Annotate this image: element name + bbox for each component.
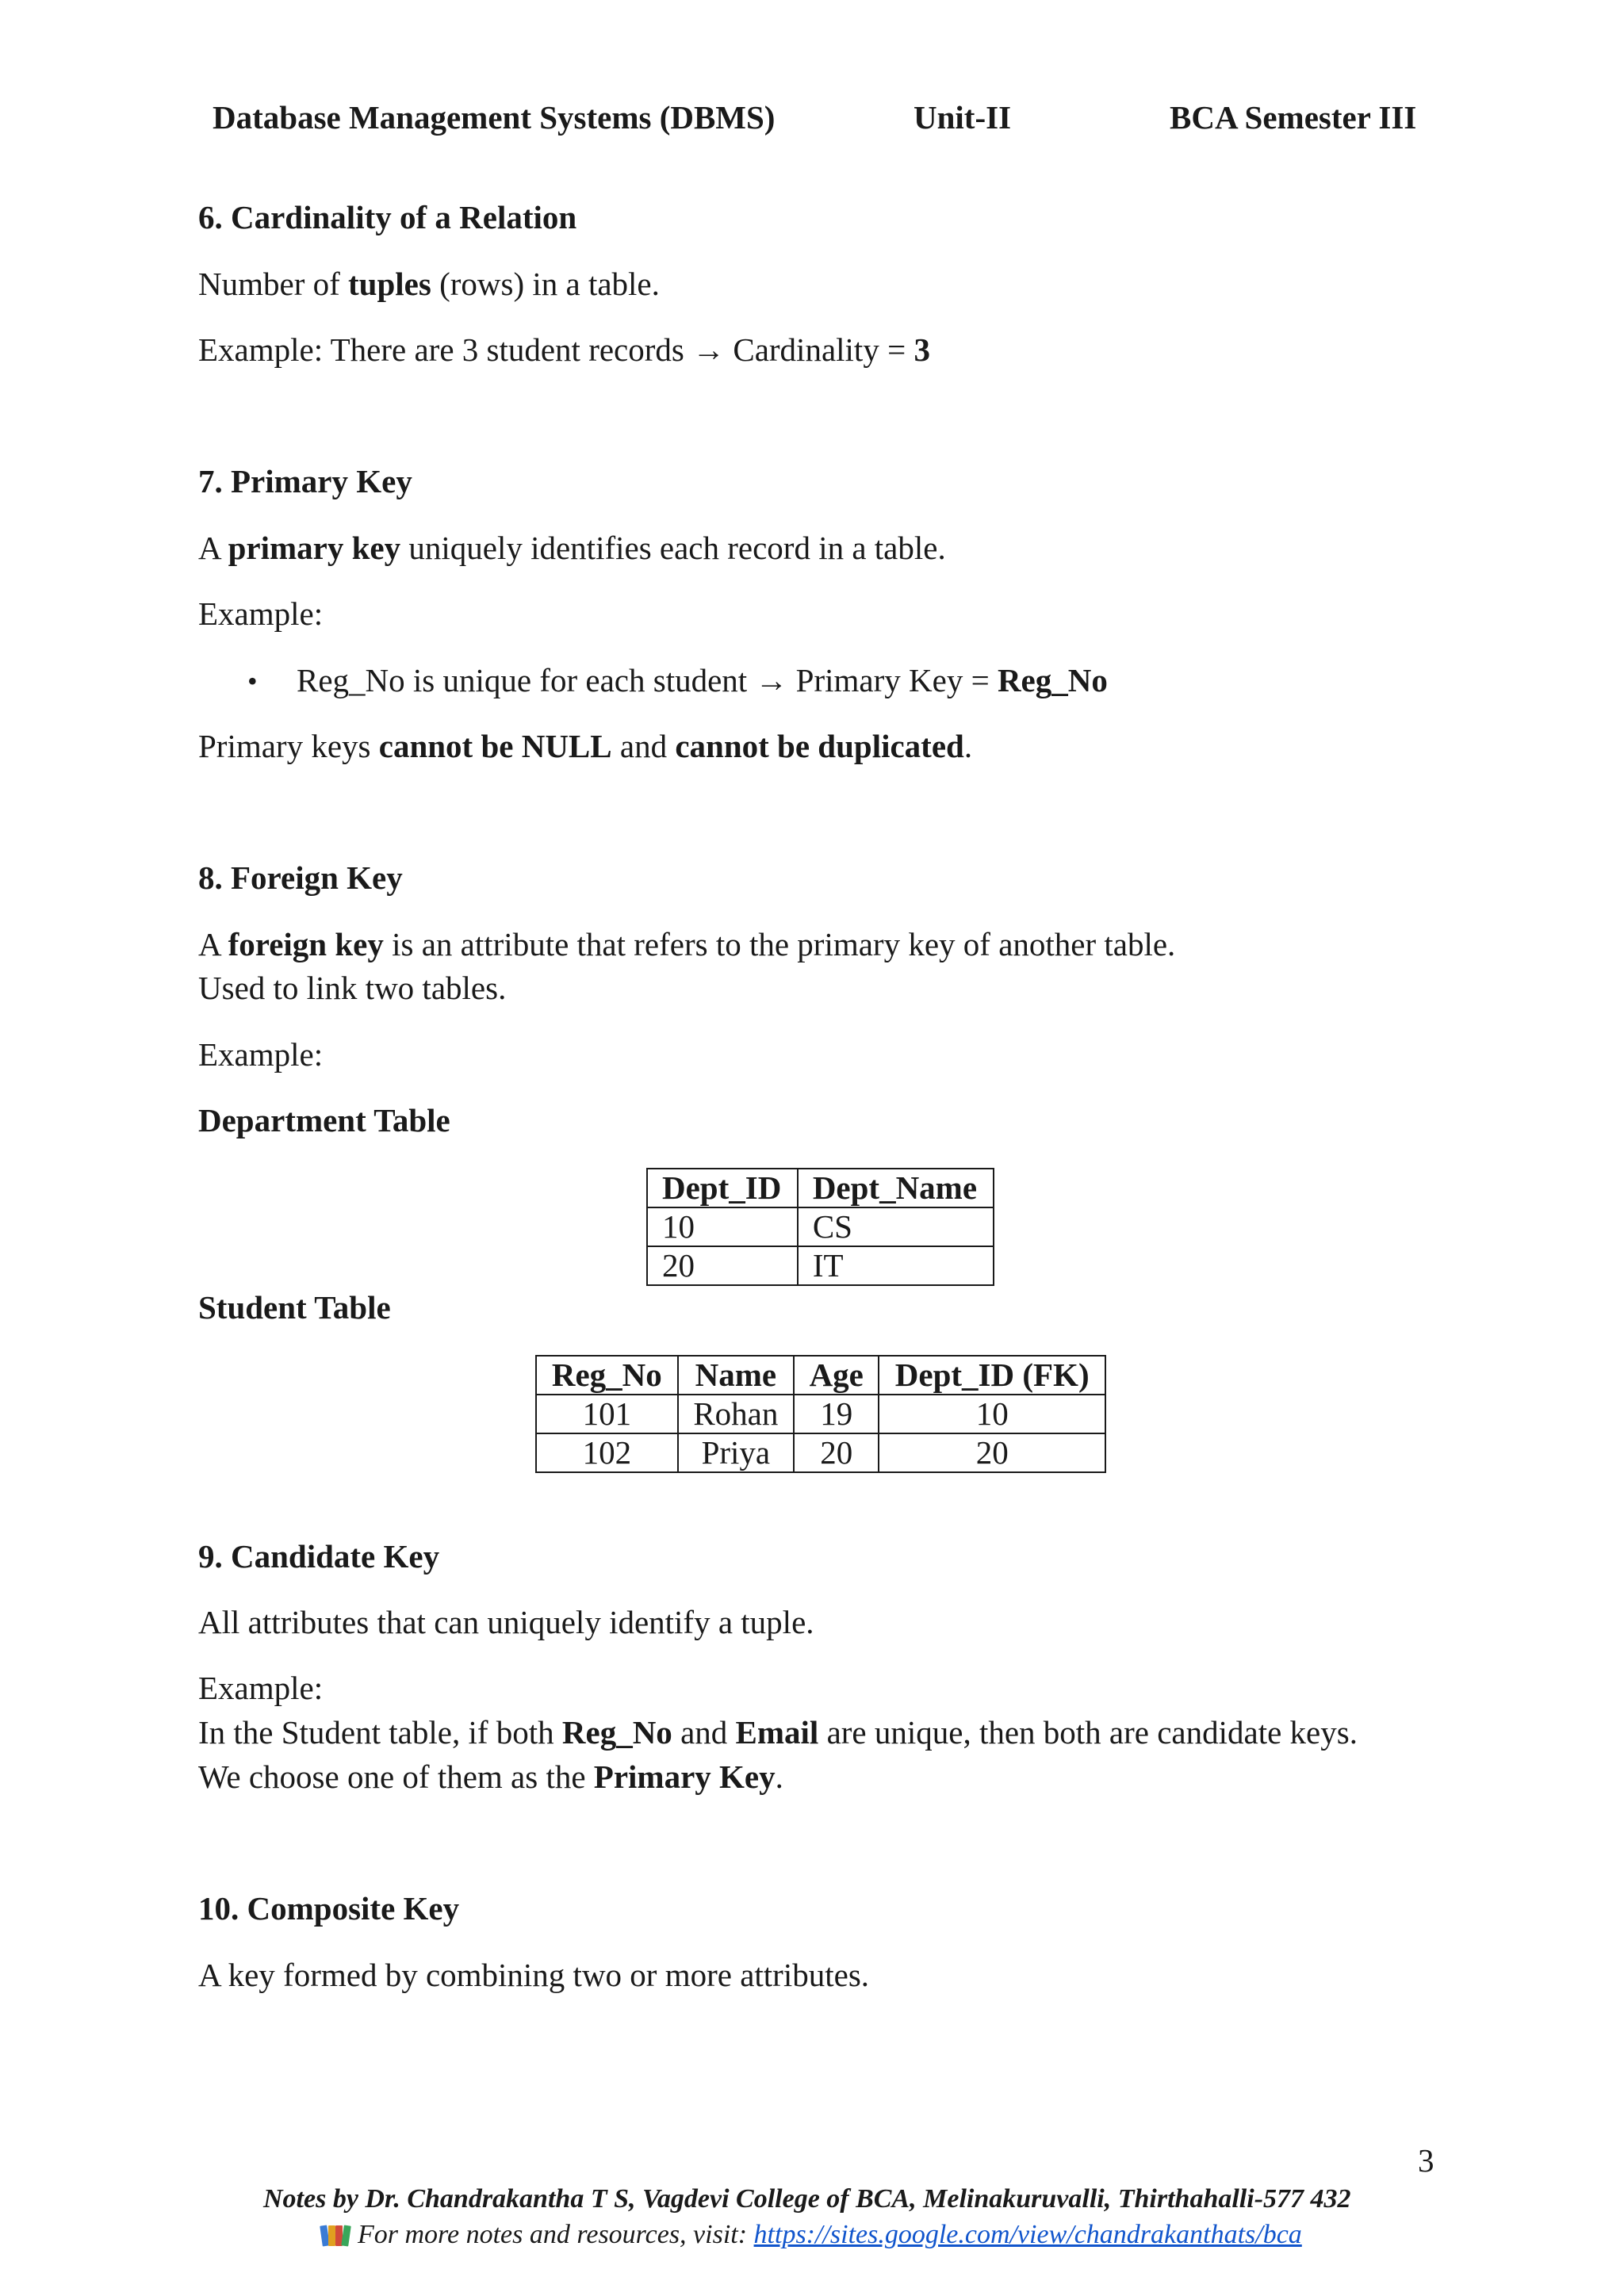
section-8-title: 8. Foreign Key bbox=[198, 859, 403, 896]
table-cell: 10 bbox=[879, 1395, 1105, 1433]
table-cell: 101 bbox=[536, 1395, 678, 1433]
column-header: Name bbox=[678, 1356, 794, 1395]
table-cell: Priya bbox=[678, 1433, 794, 1472]
table-row bbox=[536, 1395, 1105, 1433]
bullet-dot: • bbox=[247, 665, 258, 697]
section-9-title: 9. Candidate Key bbox=[198, 1538, 440, 1575]
table-cell: 20 bbox=[794, 1433, 879, 1472]
table-cell: 102 bbox=[536, 1433, 678, 1472]
section-7-line-3: Primary keys cannot be NULL and cannot be duplicated. bbox=[198, 728, 973, 764]
header-course: Database Management Systems (DBMS) bbox=[213, 99, 776, 136]
section-7-example: Example: bbox=[198, 595, 324, 632]
section-8-example: Example: bbox=[198, 1036, 324, 1073]
section-9-line-1: All attributes that can uniquely identify a tuple. bbox=[198, 1604, 814, 1640]
section-8-line-1: A foreign key is an attribute that refers to the primary key of another table. bbox=[198, 926, 1176, 962]
department-table bbox=[646, 1168, 994, 1286]
section-7-bullet: Reg_No is unique for each student → Primary Key = Reg_No bbox=[297, 662, 1108, 698]
header-unit: Unit-II bbox=[914, 99, 1012, 136]
footer-credit: Notes by Dr. Chandrakantha T S, Vagdevi College of BCA, Melinakuruvalli, Thirthahalli-577 432 bbox=[263, 2184, 1351, 2214]
section-7-line-1: A primary key uniquely identifies each record in a table. bbox=[198, 530, 946, 566]
table-cell: 19 bbox=[794, 1395, 879, 1433]
section-9-line-3: In the Student table, if both Reg_No and Email are unique, then both are candidate keys. bbox=[198, 1714, 1358, 1751]
section-8-line-2: Used to link two tables. bbox=[198, 970, 507, 1006]
table-cell: CS bbox=[798, 1207, 994, 1246]
table-row bbox=[647, 1246, 994, 1285]
table-cell: 20 bbox=[879, 1433, 1105, 1472]
student-table bbox=[535, 1355, 1106, 1473]
column-header: Dept_ID bbox=[647, 1169, 798, 1207]
section-6-line-1: Number of tuples (rows) in a table. bbox=[198, 266, 660, 302]
section-9-line-4: We choose one of them as the Primary Key. bbox=[198, 1758, 783, 1795]
section-7-title: 7. Primary Key bbox=[198, 463, 412, 499]
table-row bbox=[647, 1207, 994, 1246]
table-cell: Rohan bbox=[678, 1395, 794, 1433]
table-cell: 10 bbox=[647, 1207, 798, 1246]
department-table-label: Department Table bbox=[198, 1102, 450, 1138]
books-icon bbox=[321, 2222, 350, 2246]
section-6-line-2: Example: There are 3 student records → Cardinality = 3 bbox=[198, 331, 930, 368]
table-cell: 20 bbox=[647, 1246, 798, 1285]
section-6-title: 6. Cardinality of a Relation bbox=[198, 199, 577, 235]
column-header: Dept_Name bbox=[798, 1169, 994, 1207]
section-10-title: 10. Composite Key bbox=[198, 1890, 460, 1927]
column-header: Reg_No bbox=[536, 1356, 678, 1395]
column-header: Age bbox=[794, 1356, 879, 1395]
header-semester: BCA Semester III bbox=[1170, 99, 1417, 136]
page-number: 3 bbox=[1418, 2142, 1434, 2179]
table-cell: IT bbox=[798, 1246, 994, 1285]
student-table-label: Student Table bbox=[198, 1289, 391, 1326]
resources-link[interactable]: https://sites.google.com/view/chandrakanthats/bca bbox=[753, 2220, 1302, 2249]
section-10-line-1: A key formed by combining two or more attributes. bbox=[198, 1957, 870, 1993]
table-header-row bbox=[647, 1169, 994, 1207]
table-row bbox=[536, 1433, 1105, 1472]
table-header-row bbox=[536, 1356, 1105, 1395]
column-header: Dept_ID (FK) bbox=[879, 1356, 1105, 1395]
footer-resources: For more notes and resources, visit: https://sites.google.com/view/chandrakanthats/bca bbox=[321, 2220, 1302, 2250]
section-9-example: Example: bbox=[198, 1670, 324, 1706]
